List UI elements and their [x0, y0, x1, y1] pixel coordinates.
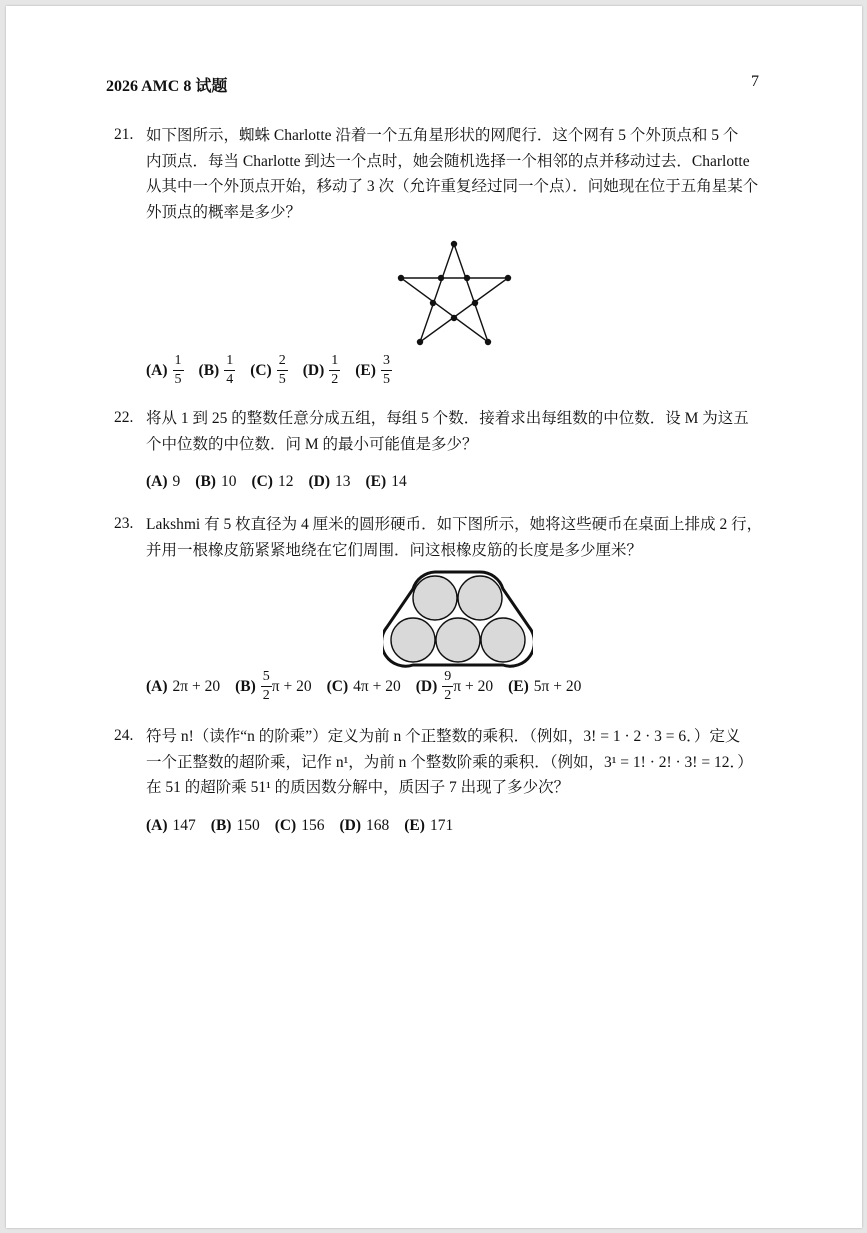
problem-number: 22. [114, 409, 134, 426]
coins-rubber-band-figure [383, 570, 533, 668]
choice-a[interactable]: (A) 147 [146, 817, 196, 834]
choice-e[interactable]: (E) 171 [404, 817, 454, 834]
choice-d[interactable]: (D) 13 [308, 473, 351, 490]
answer-choices [146, 817, 468, 835]
choice-c[interactable]: (C) $\frac{2}{5}$ [250, 353, 286, 387]
answer-choices [146, 670, 596, 703]
text-line: 如下图所示，蜘蛛 Charlotte 沿着一个五角星形状的网爬行．这个网有 5 个外顶点和 5 个 [146, 127, 739, 144]
problem-text [146, 406, 766, 457]
problem-number: 24. [114, 727, 134, 744]
text-line: 并用一根橡皮筋紧紧地绕在它们周围．问这根橡皮筋的长度是多少厘米？ [146, 541, 643, 559]
problem-text [146, 123, 766, 225]
problem-number: 23. [114, 515, 134, 532]
page-number: 7 [751, 73, 759, 90]
problem-text [146, 724, 766, 801]
page-header-title: 2026 AMC 8 试题 [106, 78, 228, 95]
choice-a[interactable]: (A) $\frac{1}{5}$ [146, 353, 182, 387]
answer-choices [146, 473, 422, 491]
text-line: 在 51 的超阶乘 51¹ 的质因数分解中，质因子 7 出现了多少次？ [146, 779, 570, 796]
choice-a[interactable]: (A) 9 [146, 473, 181, 490]
choice-b[interactable]: (B) 150 [210, 817, 260, 834]
choice-d[interactable]: (D) $\frac{9}{2}$ π + 20 [415, 669, 494, 703]
star-web-figure [392, 234, 522, 354]
choice-b[interactable]: (B) 10 [195, 473, 237, 490]
text-line: 将从 1 到 25 的整数任意分成五组，每组 5 个数．接着求出每组数的中位数．设 M 为这五 [146, 410, 749, 427]
choice-b[interactable]: (B) $\frac{5}{2}$ π + 20 [235, 669, 312, 703]
choice-c[interactable]: (C) 156 [274, 817, 325, 834]
choice-a[interactable]: (A) 2π + 20 [146, 677, 221, 695]
text-line: 内顶点．每当 Charlotte 到达一个点时，她会随机选择一个相邻的点并移动过去．Charlotte [146, 152, 750, 170]
problem-text [146, 512, 766, 563]
text-line: 个中位数的中位数．问 M 的最小可能值是多少？ [146, 435, 478, 453]
choice-d[interactable]: (D) $\frac{1}{2}$ [302, 353, 339, 387]
text-line: 外顶点的概率是多少？ [146, 203, 302, 221]
text-line: 符号 n!（读作“n 的阶乘”）定义为前 n 个正整数的乘积．（例如，3! = 1 · 2 · 3 = 6．）定义 [146, 728, 741, 745]
answer-choices [146, 354, 407, 387]
text-line: 一个正整数的超阶乘，记作 n¹，为前 n 个整数阶乘的乘积．（例如，3¹ = 1! · 2! · 3! = 12．） [146, 753, 753, 771]
choice-e[interactable]: (E) $\frac{3}{5}$ [355, 353, 390, 387]
choice-e[interactable]: (E) 14 [365, 473, 407, 490]
choice-c[interactable]: (C) 4π + 20 [326, 677, 401, 695]
choice-c[interactable]: (C) 12 [251, 473, 294, 490]
document-page [6, 6, 862, 1228]
text-line: Lakshmi 有 5 枚直径为 4 厘米的圆形硬币．如下图所示，她将这些硬币在桌面上排成 2 行， [146, 516, 763, 533]
problem-number: 21. [114, 126, 134, 143]
choice-d[interactable]: (D) 168 [339, 817, 390, 834]
text-line: 从其中一个外顶点开始，移动了 3 次（允许重复经过同一个点）．问她现在位于五角星某个 [146, 178, 759, 195]
choice-b[interactable]: (B) $\frac{1}{4}$ [198, 353, 234, 387]
choice-e[interactable]: (E) 5π + 20 [508, 677, 582, 695]
